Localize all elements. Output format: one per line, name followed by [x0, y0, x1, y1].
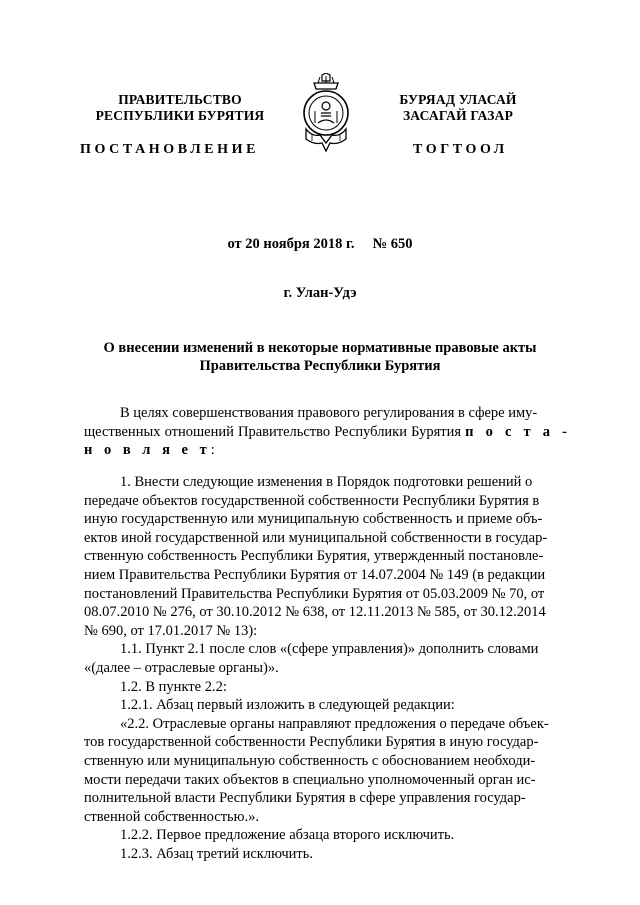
- document-city: г. Улан-Удэ: [283, 285, 357, 301]
- preamble-line-2-text: щественных отношений Правительство Республики Бурятия: [84, 423, 462, 440]
- preamble-resolves-end: н о в л я е т: [84, 442, 211, 459]
- item-1-2-2: 1.2.2. Первое предложение абзаца второго исключить.: [120, 827, 455, 844]
- item-1-1-line: «(далее – отраслевые органы)».: [84, 659, 279, 676]
- item-1-line: 1. Внести следующие изменения в Порядок подготовки решений о: [120, 474, 533, 490]
- doc-type-russian: ПОСТАНОВЛЕНИЕ: [80, 142, 260, 157]
- doc-type-buryat: ТОГТООЛ: [413, 142, 508, 157]
- header-right-line-1: БУРЯАД УЛАСАЙ: [399, 92, 517, 107]
- coat-of-arms-icon: [300, 73, 352, 153]
- document-date: от 20 ноября 2018 г.: [227, 236, 355, 252]
- quote-line: «2.2. Отраслевые органы направляют предложения о передаче объек-: [120, 715, 549, 732]
- item-1-1-line: 1.1. Пункт 2.1 после слов «(сфере управления)» дополнить словами: [120, 641, 539, 658]
- header-right-authority: [363, 92, 553, 124]
- item-1-line: постановлений Правительства Республики Бурятия от 05.03.2009 № 70, от: [84, 585, 545, 602]
- quote-line: мости передачи таких объектов в специально уполномоченный орган ис-: [84, 771, 536, 788]
- header-right-line-2: ЗАСАГАЙ ГАЗАР: [402, 108, 514, 123]
- item-1-line: ственную собственность Республики Бурятия, утвержденный постановле-: [84, 548, 544, 565]
- preamble-line-1: В целях совершенствования правового регулирования в сфере иму-: [120, 405, 538, 421]
- item-1: [84, 473, 571, 863]
- item-1-line: нием Правительства Республики Бурятия от 14.07.2004 № 149 (в редакции: [84, 566, 546, 583]
- title-line-1: О внесении изменений в некоторые нормативные правовые акты: [103, 340, 537, 356]
- preamble-line-3: [84, 441, 571, 460]
- item-1-line: ектов иной государственной или муниципальной собственности в государ-: [84, 529, 548, 546]
- item-1-2: 1.2. В пункте 2.2:: [120, 678, 227, 695]
- header-left-authority: [85, 92, 275, 124]
- document-number: № 650: [372, 236, 413, 252]
- document-date-number: [0, 236, 640, 253]
- quote-line: полнительной власти Республики Бурятия в сфере управления государ-: [84, 790, 526, 807]
- quote-line: ственной собственностью.».: [84, 808, 260, 825]
- header-left-line-1: ПРАВИТЕЛЬСТВО: [118, 92, 242, 107]
- document-title: [60, 339, 580, 375]
- title-line-2: Правительства Республики Бурятия: [199, 358, 441, 374]
- item-1-line: передаче объектов государственной собственности Республики Бурятия в: [84, 492, 540, 509]
- preamble-colon: :: [210, 442, 215, 459]
- quote-line: тов государственной собственности Республики Бурятия в иную государ-: [84, 734, 539, 751]
- item-1-line: иную государственную или муниципальную собственность и приеме объ-: [84, 511, 543, 528]
- header-left-line-2: РЕСПУБЛИКИ БУРЯТИЯ: [95, 108, 265, 123]
- item-1-2-3: 1.2.3. Абзац третий исключить.: [120, 845, 313, 862]
- preamble-resolves-spaced: п о с т а -: [465, 423, 571, 440]
- item-1-2-1: 1.2.1. Абзац первый изложить в следующей редакции:: [120, 697, 455, 714]
- quote-line: ственную или муниципальную собственность с обоснованием необходи-: [84, 752, 536, 769]
- item-1-line: 08.07.2010 № 276, от 30.10.2012 № 638, от 12.11.2013 № 585, от 30.12.2014: [84, 604, 546, 621]
- preamble: [84, 404, 571, 460]
- preamble-line-2: [84, 423, 571, 442]
- item-1-line: № 690, от 17.01.2017 № 13):: [84, 622, 258, 639]
